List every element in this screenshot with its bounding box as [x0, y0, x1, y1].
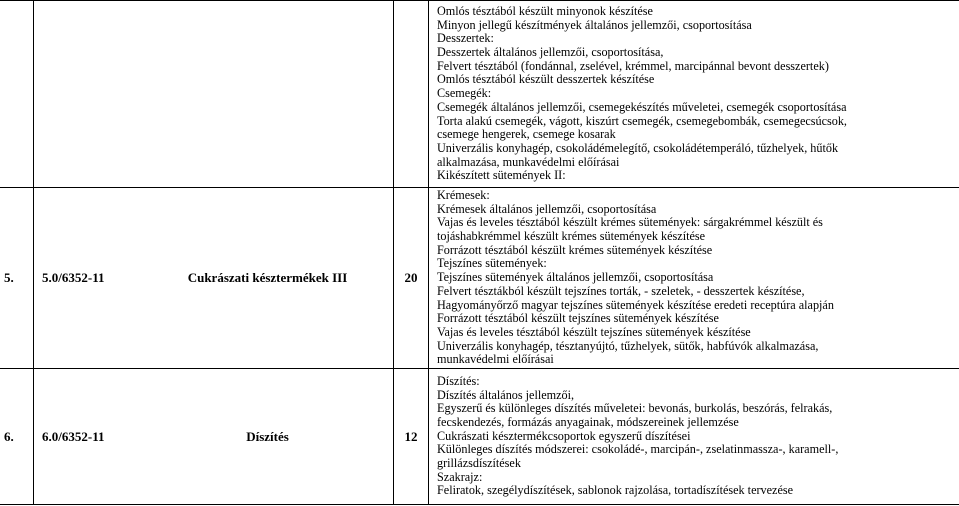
row-number: 6. [4, 428, 14, 444]
content-line: Tejszínes sütemények általános jellemzői, csoportosítása [437, 271, 714, 285]
content-line: Díszítés általános jellemzői, [437, 388, 575, 402]
content-line: Forrázott tésztából készült tejszínes sütemények készítése [437, 312, 719, 326]
content-line: Feliratok, szegélydíszítések, sablonok rajzolása, tortadíszítések tervezése [437, 484, 794, 498]
content-line: Csemegék általános jellemzői, csemegekészítés műveletei, csemegék csoportosítása [437, 100, 847, 114]
content-lines [429, 189, 959, 367]
content-line: Díszítés: [437, 374, 480, 388]
content-cell [429, 1, 959, 188]
module-name: Díszítés [246, 428, 289, 444]
module-title-cell [34, 369, 394, 505]
module-name: Cukrászati késztermékek III [187, 270, 348, 285]
module-code: 6.0/6352-11 [42, 428, 105, 444]
hours-cell [394, 1, 429, 188]
module-code: 5.0/6352-11 [42, 270, 105, 285]
content-line: grillázsdíszítések [437, 457, 521, 471]
table-row [0, 1, 959, 188]
row-number: 5. [4, 270, 14, 285]
content-line: Minyon jellegű készítmények általános jellemzői, csoportosítása [437, 18, 752, 32]
content-line: tojáshabkrémmel készült krémes sütemények készítése [437, 230, 706, 244]
content-line: Egyszerű és különleges díszítés műveletei: bevonás, burkolás, beszórás, felrakás, [437, 402, 833, 416]
content-line: Desszertek általános jellemzői, csoportosítása, [437, 46, 664, 60]
content-line: fecskendezés, formázás anyagainak, módszereinek jellemzése [437, 415, 739, 429]
hours-cell [394, 188, 429, 369]
content-cell [429, 369, 959, 505]
content-line: Felvert tésztákból készült tejszínes torták, - szeletek, - desszertek készítése, [437, 284, 805, 298]
content-line: Csemegék: [437, 87, 492, 101]
module-title-cell [34, 1, 394, 188]
content-line: Cukrászati késztermékcsoportok egyszerű díszítései [437, 429, 691, 443]
content-line: munkavédelmi előírásai [437, 353, 554, 367]
content-line: Omlós tésztából készült desszertek készítése [437, 73, 655, 87]
table-row [0, 369, 959, 505]
content-cell [429, 188, 959, 369]
content-lines [429, 5, 959, 183]
content-line: Vajas és leveles tésztából készült krémes sütemények: sárgakrémmel készült és [437, 216, 823, 230]
content-line: Desszertek: [437, 32, 494, 46]
content-line: Különleges díszítés módszerei: csokoládé-, marcipán-, zselatinmassza-, karamell-, [437, 443, 839, 457]
hours-value: 12 [404, 428, 418, 444]
hours-value: 20 [404, 270, 418, 285]
content-line: Kikészített sütemények II: [437, 169, 566, 183]
hours-cell [394, 369, 429, 505]
content-lines [429, 375, 959, 498]
content-line: Forrázott tésztából készült krémes sütemények készítése [437, 243, 713, 257]
content-line: Omlós tésztából készült minyonok készítése [437, 4, 653, 18]
content-line: Vajas és leveles tésztából készült tejszínes sütemények készítése [437, 325, 751, 339]
row-number-cell [0, 369, 34, 505]
content-line: Tejszínes sütemények: [437, 257, 547, 271]
content-line: Univerzális konyhagép, tésztanyújtó, tűzhelyek, sütők, habfúvók alkalmazása, [437, 339, 819, 353]
row-number-cell [0, 1, 34, 188]
content-line: alkalmazása, munkavédelmi előírásai [437, 155, 620, 169]
content-line: Szakrajz: [437, 470, 483, 484]
content-line: Univerzális konyhagép, csokoládémelegítő, csokoládétemperáló, tűzhelyek, hűtők [437, 141, 839, 155]
content-line: Felvert tésztából (fondánnal, zselével, krémmel, marcipánnal bevont desszertek) [437, 59, 829, 73]
content-line: Krémesek általános jellemzői, csoportosítása [437, 202, 657, 216]
content-line: Torta alakú csemegék, vágott, kiszúrt csemegék, csemegebombák, csemegecsúcsok, [437, 114, 847, 128]
content-line: Krémesek: [437, 188, 490, 202]
module-title-cell [34, 188, 394, 369]
table-row [0, 188, 959, 369]
content-line: Hagyományőrző magyar tejszínes sütemények készítése eredeti receptúra alapján [437, 298, 834, 312]
content-line: csemege hengerek, csemege kosarak [437, 128, 616, 142]
row-number-cell [0, 188, 34, 369]
